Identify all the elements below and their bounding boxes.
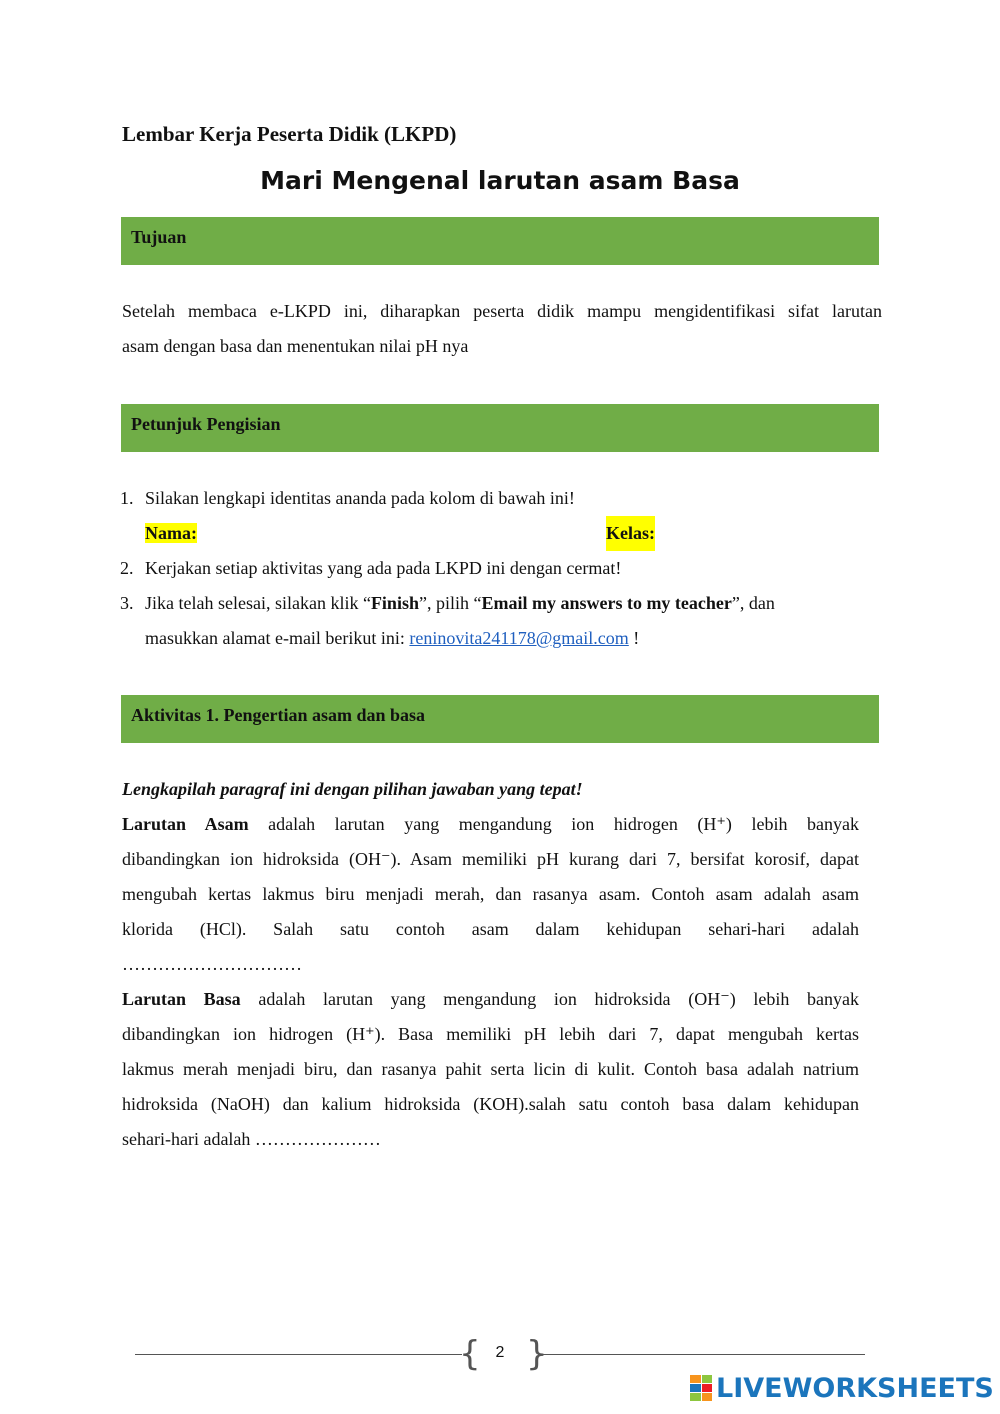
section-bar-aktivitas-1: [121, 695, 879, 743]
asam-line-3: mengubah kertas lakmus biru menjadi merah, dan rasanya asam. Contoh asam adalah asam: [122, 884, 859, 904]
tujuan-paragraph: [122, 294, 882, 364]
basa-line-5-with-blank[interactable]: sehari-hari adalah …………………: [122, 1129, 381, 1149]
instruction-list: [120, 481, 880, 656]
finish-keyword: Finish: [370, 593, 419, 613]
basa-text: adalah larutan yang mengandung ion hidroksida (OH⁻) lebih banyak: [240, 989, 859, 1009]
basa-line-1: [122, 982, 859, 1017]
liveworksheets-logo-icon: [690, 1375, 712, 1401]
basa-line-4: hidroksida (NaOH) dan kalium hidroksida (KOH).salah satu contoh basa dalam kehidupan: [122, 1094, 859, 1114]
list-item-text: masukkan alamat e-mail berikut ini:: [145, 628, 410, 648]
section-heading-aktivitas-1: Aktivitas 1. Pengertian asam dan basa: [131, 705, 426, 725]
nama-label: Nama:: [145, 523, 197, 543]
list-item: [120, 586, 880, 656]
bracket-left-icon: {: [459, 1334, 481, 1374]
section-heading-petunjuk: Petunjuk Pengisian: [131, 414, 281, 434]
basa-term: Larutan Basa: [122, 989, 241, 1009]
list-item-text: Jika telah selesai, silakan klik “: [145, 593, 371, 613]
asam-term: Larutan Asam: [122, 814, 249, 834]
bracket-right-icon: }: [526, 1334, 548, 1374]
list-item-text: !: [628, 628, 640, 648]
asam-text: adalah larutan yang mengandung ion hidrogen (H⁺) lebih banyak: [248, 814, 859, 834]
section-bar-petunjuk: [121, 404, 879, 452]
list-item: [120, 551, 880, 586]
teacher-email-link[interactable]: reninovita241178@gmail.com: [409, 628, 629, 648]
asam-line-1: [122, 807, 859, 842]
list-item-text: Silakan lengkapi identitas ananda pada kolom di bawah ini!: [145, 488, 575, 508]
kelas-label: Kelas:: [606, 516, 655, 551]
email-answers-keyword: Email my answers to my teacher: [481, 593, 732, 613]
list-item-text: Kerjakan setiap aktivitas yang ada pada LKPD ini dengan cermat!: [145, 558, 622, 578]
document-header-title: Lembar Kerja Peserta Didik (LKPD): [122, 122, 457, 146]
liveworksheets-brand-text: LIVEWORKSHEETS: [716, 1372, 994, 1404]
list-item-text: ”, pilih “: [418, 593, 482, 613]
footer-rule-right: [538, 1354, 865, 1355]
asam-line-4: klorida (HCl). Salah satu contoh asam dalam kehidupan sehari-hari adalah: [122, 919, 859, 939]
liveworksheets-logo: [690, 1370, 994, 1406]
section-heading-tujuan: Tujuan: [131, 227, 187, 247]
page-number: 2: [495, 1344, 505, 1361]
aktivitas-1-content: [122, 772, 859, 1157]
section-bar-tujuan: [121, 217, 879, 265]
identity-row: [120, 516, 880, 551]
tujuan-line-2: asam dengan basa dan menentukan nilai pH nya: [122, 336, 469, 356]
asam-line-2: dibandingkan ion hidroksida (OH⁻). Asam memiliki pH kurang dari 7, bersifat korosif, dapat: [122, 849, 859, 869]
asam-answer-blank[interactable]: …………………………: [122, 954, 302, 974]
page-title: Mari Mengenal larutan asam Basa: [260, 166, 740, 195]
footer-rule-left: [135, 1354, 462, 1355]
basa-line-3: lakmus merah menjadi biru, dan rasanya pahit serta licin di kulit. Contoh basa adalah natrium: [122, 1059, 859, 1079]
tujuan-line-1: Setelah membaca e-LKPD ini, diharapkan peserta didik mampu mengidentifikasi sifat larutan: [122, 301, 882, 321]
instruction-text: Lengkapilah paragraf ini dengan pilihan jawaban yang tepat!: [122, 779, 583, 799]
list-item: [120, 481, 880, 516]
list-number: 1.: [120, 488, 134, 508]
list-number: 2.: [120, 558, 134, 578]
list-number: 3.: [120, 593, 134, 613]
list-item-text: ”, dan: [731, 593, 775, 613]
basa-line-2: dibandingkan ion hidrogen (H⁺). Basa memiliki pH lebih dari 7, dapat mengubah kertas: [122, 1024, 859, 1044]
